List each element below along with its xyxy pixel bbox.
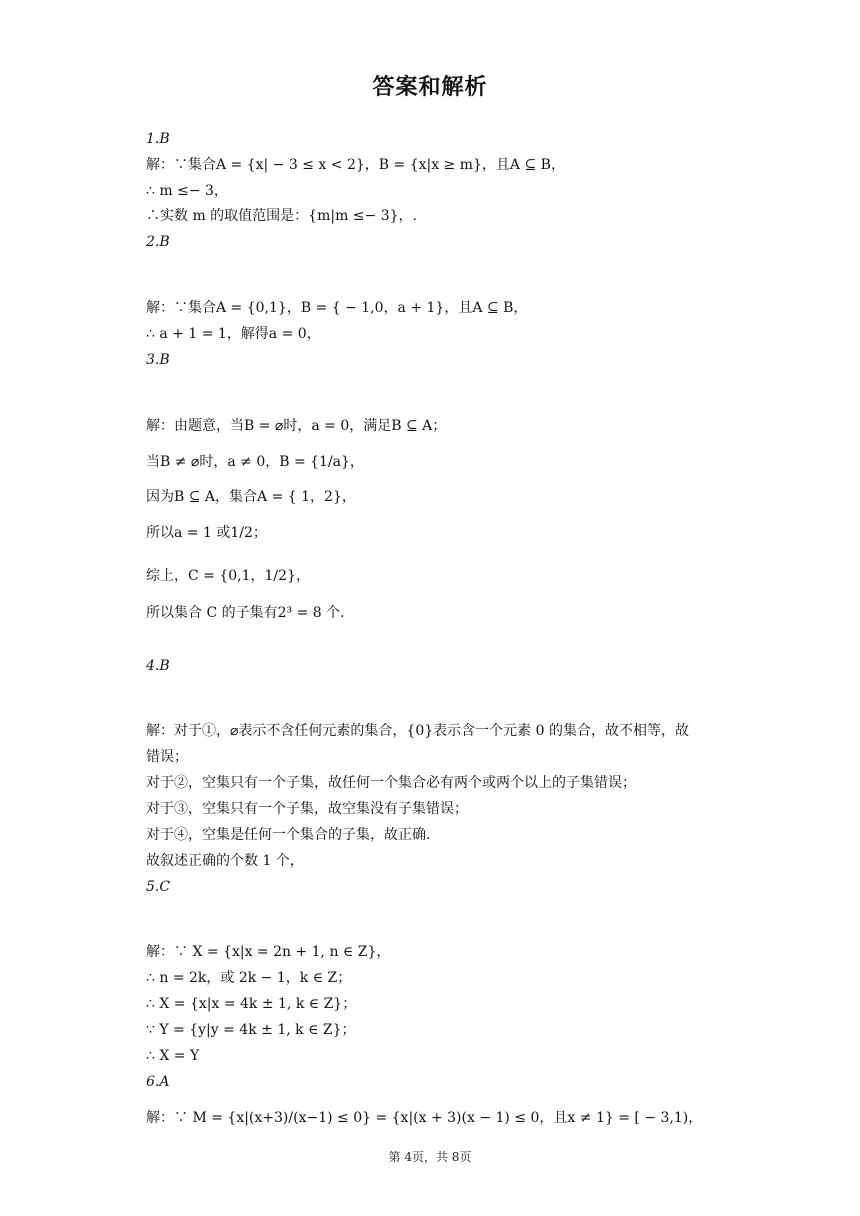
solution-line: 因为B ⊆ A，集合A = { 1，2}， xyxy=(146,489,356,505)
solution-line: 当B ≠ ⌀时，a ≠ 0，B = {1/a}， xyxy=(146,454,364,470)
answer-6: 6.A xyxy=(146,1074,170,1090)
solution-line: 解：∵ X = {x|x = 2n + 1, n ∈ Z}， xyxy=(146,944,391,960)
solution-line: ∴ n = 2k，或 2k − 1，k ∈ Z； xyxy=(146,970,352,986)
solution-line: ∴ X = {x|x = 4k ± 1, k ∈ Z}； xyxy=(146,996,357,1012)
solution-line: 对于③，空集只有一个子集，故空集没有子集错误； xyxy=(146,801,468,817)
solution-line: 错误； xyxy=(146,749,188,765)
solution-line: 解：∵ M = {x|(x+3)/(x−1) ≤ 0} = {x|(x + 3)(x − 1) ≤ 0，且x ≠ 1} = [ − 3,1)， xyxy=(146,1110,703,1126)
solution-line: ∴ X = Y xyxy=(146,1048,200,1064)
solution-line: 故叙述正确的个数 1 个， xyxy=(146,853,304,869)
solution-line: 所以a = 1 或1/2； xyxy=(146,525,267,541)
solution-line: 解：∵集合A = {x| − 3 ≤ x < 2}，B = {x|x ≥ m}，且A ⊆ B， xyxy=(146,157,565,173)
solution-line: 综上，C = {0,1，1/2}， xyxy=(146,568,310,584)
answer-4: 4.B xyxy=(146,658,170,674)
page-footer: 第 4页，共 8页 xyxy=(388,1150,472,1164)
solution-line: ∵ Y = {y|y = 4k ± 1, k ∈ Z}； xyxy=(146,1022,356,1038)
solution-line: ∴ a + 1 = 1，解得a = 0， xyxy=(146,326,321,342)
solution-line: 对于④，空集是任何一个集合的子集，故正确. xyxy=(146,827,431,843)
answer-5: 5.C xyxy=(146,879,171,895)
solution-line: 对于②，空集只有一个子集，故任何一个集合必有两个或两个以上的子集错误； xyxy=(146,775,636,791)
solution-line: 解：对于①，⌀表示不含任何元素的集合，{0}表示含一个元素 0 的集合，故不相等，故 xyxy=(146,723,689,739)
answer-3: 3.B xyxy=(146,352,170,368)
solution-line: 所以集合 C 的子集有2³ = 8 个. xyxy=(146,605,345,621)
solution-line: ∴实数 m 的取值范围是：{m|m ≤− 3}，. xyxy=(146,208,417,224)
answer-1: 1.B xyxy=(146,131,170,147)
page-title: 答案和解析 xyxy=(372,75,488,100)
answer-2: 2.B xyxy=(146,234,170,250)
solution-line: 解：∵集合A = {0,1}，B = { − 1,0，a + 1}，且A ⊆ B， xyxy=(146,300,528,316)
solution-line: ∴ m ≤− 3， xyxy=(146,183,228,199)
solution-line: 解：由题意，当B = ⌀时，a = 0，满足B ⊆ A； xyxy=(146,418,447,434)
